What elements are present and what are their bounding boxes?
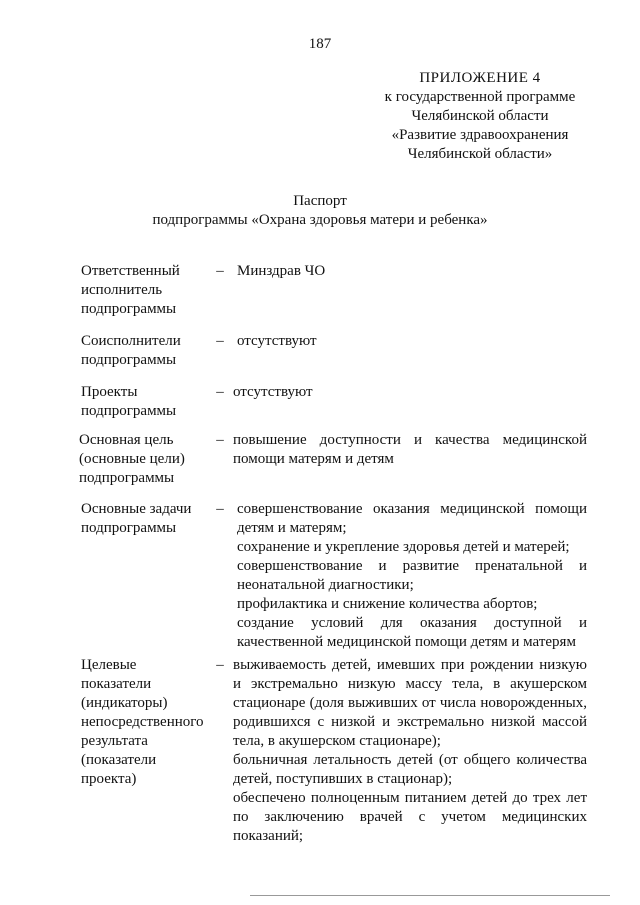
row-value [233,431,587,469]
row-value: отсутствуют [233,384,313,400]
appendix-line: Челябинской области [411,108,549,124]
label-line: Соисполнители [81,333,181,349]
indicator-item: больничная летальность детей (от общего количества детей, поступивших в стационар); [233,752,587,787]
row-label [81,262,211,319]
dash-separator: – [216,384,224,400]
scan-edge-line [250,895,610,896]
label-line: непосредственного [81,714,204,730]
label-line: (индикаторы) [81,695,168,711]
row-label [81,383,211,421]
row-value [233,656,587,846]
dash-separator: – [216,333,224,349]
row-value [237,500,587,652]
appendix-title: ПРИЛОЖЕНИЕ 4 [419,70,541,86]
task-item: совершенствование оказания медицинской помощи детям и матерям; [237,501,587,536]
indicator-item: выживаемость детей, имевших при рождении низкую и экстремально низкую массу тела, в акушерском стационаре (доля выживших от числа новорожденных, родившихся с низкой и экстремально низкой массой тела, в акушерском стационаре); [233,657,587,749]
row-label [79,431,209,488]
label-line: Проекты [81,384,138,400]
row-label [81,656,211,789]
appendix-line: Челябинской области» [407,146,553,162]
label-line: подпрограммы [81,403,177,419]
row-value: отсутствуют [237,333,317,349]
label-line: исполнитель [81,282,163,298]
label-line: подпрограммы [81,301,177,317]
label-line: подпрограммы [79,470,175,486]
dash-separator: – [216,432,224,448]
passport-subtitle: подпрограммы «Охрана здоровья матери и ребенка» [152,212,488,228]
passport-title: Паспорт [293,193,347,209]
label-line: проекта) [81,771,137,787]
label-line: (основные цели) [79,451,185,467]
task-item: создание условий для оказания доступной и качественной медицинской помощи детям и матерям [237,615,587,650]
label-line: Основная цель [79,432,174,448]
label-line: подпрограммы [81,352,177,368]
label-line: подпрограммы [81,520,177,536]
label-line: Основные задачи [81,501,192,517]
task-item: совершенствование и развитие пренатальной и неонатальной диагностики; [237,558,587,593]
page-number: 187 [308,36,332,52]
label-line: показатели [81,676,152,692]
row-value: Минздрав ЧО [237,263,326,279]
dash-separator: – [216,657,224,673]
label-line: результата [81,733,148,749]
row-label [81,332,211,370]
task-item: профилактика и снижение количества абортов; [237,596,538,612]
passport-heading [0,192,640,230]
row-label [81,500,211,538]
appendix-header [360,69,600,164]
label-line: (показатели [81,752,157,768]
indicator-item: обеспечено полноценным питанием детей до трех лет по заключению врачей с учетом медицинских показаний; [233,790,587,844]
task-item: сохранение и укрепление здоровья детей и матерей; [237,539,570,555]
value-text: повышение доступности и качества медицинской помощи матерям и детям [233,432,587,467]
label-line: Целевые [81,657,137,673]
appendix-line: к государственной программе [384,89,576,105]
dash-separator: – [216,263,224,279]
appendix-line: «Развитие здравоохранения [391,127,569,143]
label-line: Ответственный [81,263,180,279]
dash-separator: – [216,501,224,517]
